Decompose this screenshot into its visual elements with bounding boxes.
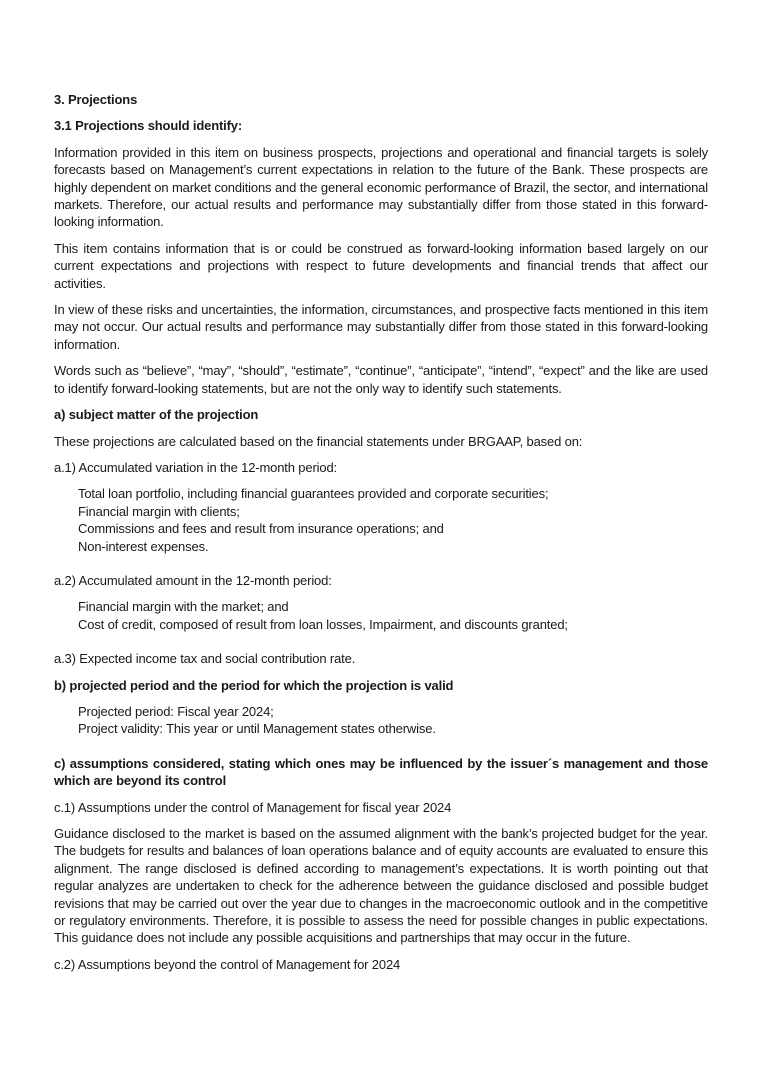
a2-label: a.2) Accumulated amount in the 12-month period: — [54, 572, 332, 588]
a2-list — [54, 598, 708, 633]
period-item: Project validity: This year or until Management states otherwise. — [78, 721, 436, 737]
a2-item: Cost of credit, composed of result from loan losses, Impairment, and discounts granted; — [78, 616, 568, 632]
a3-label: a.3) Expected income tax and social contribution rate. — [54, 651, 356, 667]
a1-list — [54, 485, 708, 555]
a1-item: Total loan portfolio, including financial guarantees provided and corporate securities; — [78, 486, 549, 502]
intro-paragraph-1: Information provided in this item on business prospects, projections and operational and financial targets is solely forecasts based on Management’s current expectations in relation to the future of the Bank. These prospects are highly dependent on market conditions and the general economic performance of Brazil, the sector, and international markets. Therefore, our actual results and performance may substantially differ from those stated in this forward-looking information. — [54, 144, 708, 230]
c2-label: c.2) Assumptions beyond the control of Management for 2024 — [54, 956, 401, 972]
subject-heading: a) subject matter of the projection — [54, 407, 259, 423]
document-page — [54, 91, 708, 982]
assumptions-heading: c) assumptions considered, stating which ones may be influenced by the issuer´s management and those which are beyond its control — [54, 755, 708, 789]
c1-paragraph: Guidance disclosed to the market is based on the assumed alignment with the bank’s projected budget for the year. The budgets for results and balances of loan operations balance and of equity accounts are evaluated to ensure this alignment. The range disclosed is defined according to management’s expectations. It is worth pointing out that regular analyzes are undertaken to check for the adherence between the guidance disclosed and possible budget revisions that may be carried out over the year due to changes in the macroeconomic outlook and in the competitive or regulatory environments. Therefore, it is possible to assess the need for possible changes in public expectations. This guidance does not include any possible acquisitions and partnerships that may occur in the future. — [54, 826, 708, 946]
c1-label: c.1) Assumptions under the control of Management for fiscal year 2024 — [54, 799, 452, 815]
intro-paragraph-3: In view of these risks and uncertainties, the information, circumstances, and prospective facts mentioned in this item may not occur. Our actual results and performance may substantially differ from those stated in this forward-looking information. — [54, 302, 708, 352]
a1-item: Non-interest expenses. — [78, 538, 209, 554]
subject-intro: These projections are calculated based on the financial statements under BRGAAP, based on: — [54, 433, 583, 449]
period-item: Projected period: Fiscal year 2024; — [78, 703, 274, 719]
section-subtitle: 3.1 Projections should identify: — [54, 118, 243, 134]
intro-paragraph-4: Words such as “believe”, “may”, “should”, “estimate”, “continue”, “anticipate”, “intend”, “expect” and the like are used to identify forward-looking statements, but are not the only way to identify such statements. — [54, 363, 708, 396]
section-title: 3. Projections — [54, 92, 138, 107]
a2-item: Financial margin with the market; and — [78, 599, 289, 615]
intro-paragraph-2: This item contains information that is or could be construed as forward-looking information based largely on our current expectations and projections with respect to future developments and financial trends that affect our activities. — [54, 240, 708, 291]
period-list — [54, 703, 708, 738]
period-heading: b) projected period and the period for which the projection is valid — [54, 677, 454, 693]
a1-item: Commissions and fees and result from insurance operations; and — [78, 521, 444, 537]
a1-item: Financial margin with clients; — [78, 503, 240, 519]
a1-label: a.1) Accumulated variation in the 12-month period: — [54, 459, 338, 475]
